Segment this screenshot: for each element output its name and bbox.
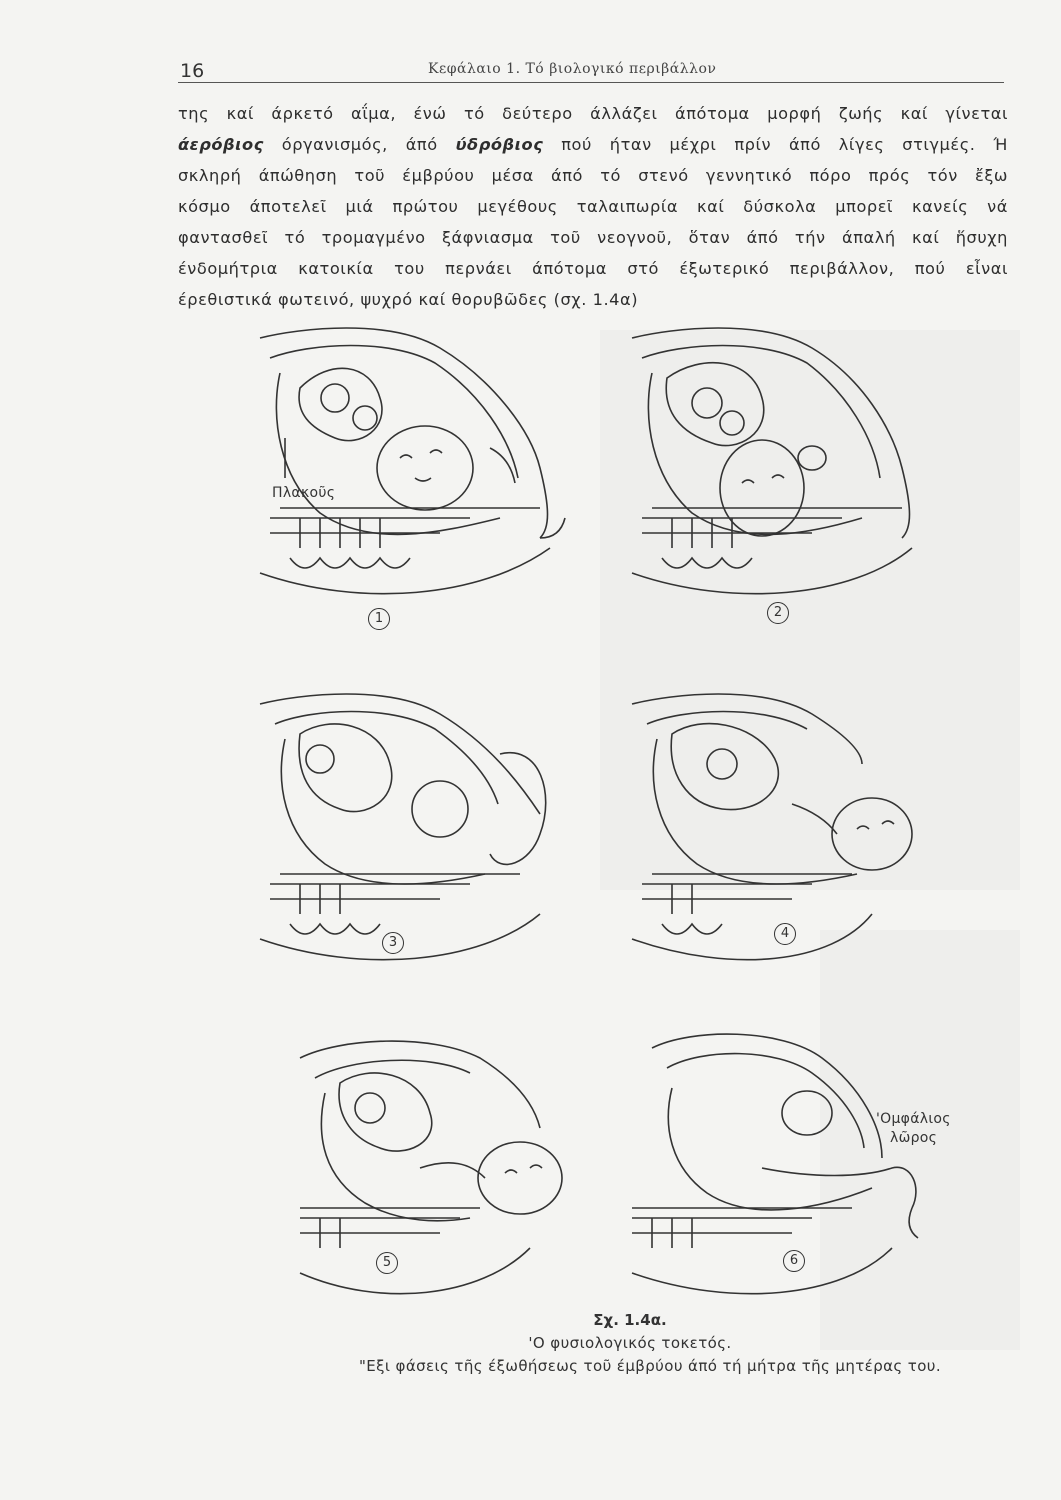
chapter-title: Κεφάλαιο 1. Τό βιολογικό περιβάλλον [428,61,717,77]
running-head [178,58,1004,83]
stage-number: 6 [783,1250,805,1272]
stage-2-drawing [612,318,942,618]
stage-number: 4 [774,923,796,945]
stage-5-drawing [280,1018,610,1318]
stage-number: 1 [368,608,390,630]
caption-description: "Εξι φάσεις τῆς έξωθήσεως τοῦ έμβρύου άπό τή μήτρα τῆς μητέρας του. [358,1357,942,1375]
text-line: κόσμο άποτελεῖ μιά πρώτου μεγέθους ταλαιπωρία καί δύσκολα μπορεῖ κανείς νά [178,197,1008,216]
text-span: όργανισμός, άπό [263,135,456,154]
bold-term: άερόβιος [178,135,264,154]
stage-3-illustration [240,684,570,984]
bold-term: ύδρόβιος [455,135,544,154]
stage-1-illustration [240,318,570,618]
stage-number: 2 [767,602,789,624]
figure-caption [240,1308,1020,1378]
placenta-label: Πλακοῦς [272,485,336,501]
stage-6-drawing [612,1018,942,1318]
paragraph [178,98,1008,315]
text-span: πού ήταν μέχρι πρίν άπό λίγες στιγμές. Ή [543,135,1008,154]
stage-number: 3 [382,932,404,954]
birth-stages-figure [240,318,1020,1318]
text-line: της καί άρκετό αΐμα, ένώ τό δεύτερο άλλάζει άπότομα μορφή ζωής καί γίνεται [178,104,1008,123]
text-line: ένδομήτρια κατοικία του περνάει άπότομα στό έξωτερικό περιβάλλον, πού εἶναι [178,259,1008,278]
caption-title: 'Ο φυσιολογικός τοκετός. [528,1334,732,1352]
text-line: σκληρή άπώθηση τοῦ έμβρύου μέσα άπό τό στενό γεννητικό πόρο πρός τόν ἔξω [178,166,1008,185]
text-line: έρεθιστικά φωτεινό, ψυχρό καί θορυβῶδες (σχ. 1.4α) [178,290,639,309]
stage-3-drawing [240,684,570,984]
stage-2-illustration [612,318,942,618]
caption-number: Σχ. 1.4α. [593,1311,667,1329]
umbilical-cord-label: 'Ομφάλιος [876,1111,951,1127]
stage-5-illustration [280,1018,610,1318]
stage-1-drawing [240,318,570,618]
page-number: 16 [180,60,205,82]
umbilical-cord-label: λῶρος [890,1130,938,1146]
stage-number: 5 [376,1252,398,1274]
stage-6-illustration [612,1018,942,1318]
text-line [178,129,1008,160]
text-line: φαντασθεῖ τό τρομαγμένο ξάφνιασμα τοῦ νεογνοῦ, ὅταν άπό τήν άπαλή καί ἥσυχη [178,228,1008,247]
